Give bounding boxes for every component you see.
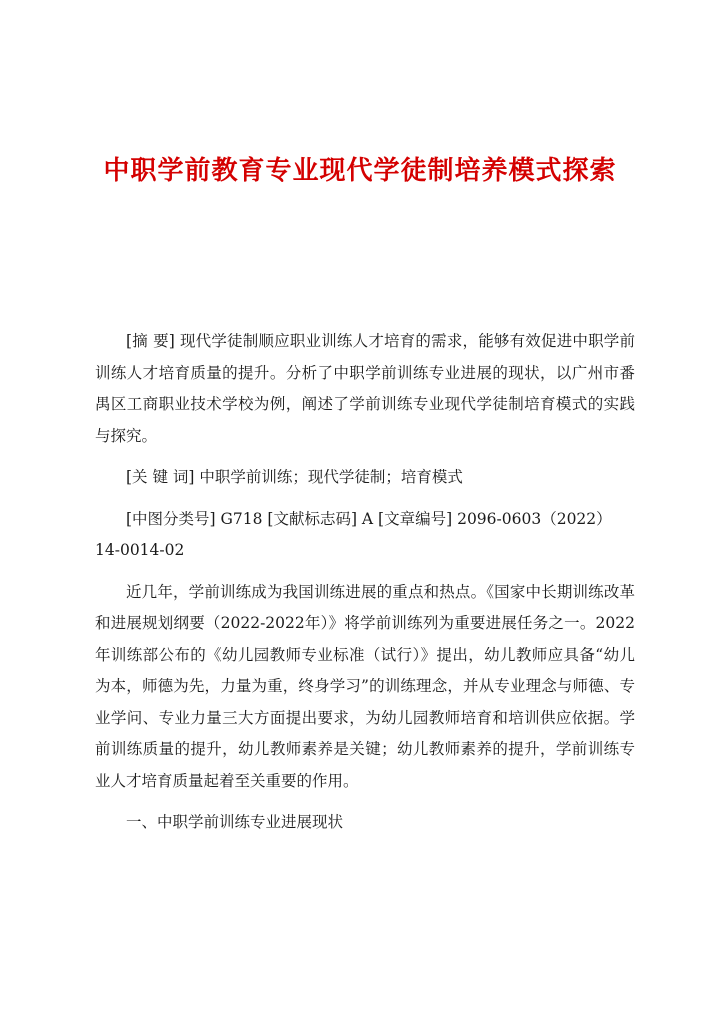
document-title: 中职学前教育专业现代学徒制培养模式探索 — [103, 156, 617, 186]
abstract-paragraph: [摘 要] 现代学徒制顺应职业训练人才培育的需求，能够有效促进中职学前训练人才培育质量的提升。分析了中职学前训练专业进展的现状，以广州市番禺区工商职业技术学校为例，阐述了学前训练专业现代学徒制培育模式的实践与探究。 — [95, 332, 635, 445]
classification-line: [中图分类号] G718 [文献标志码] A [文章编号] 2096-0603（2022） — [126, 509, 612, 528]
section-heading: 一、中职学前训练专业进展现状 — [126, 813, 344, 831]
article-number-line: 14-0014-02 — [95, 541, 185, 559]
keywords-line: [关 键 词] 中职学前训练；现代学徒制；培育模式 — [126, 468, 463, 486]
intro-paragraph: 近几年，学前训练成为我国训练进展的重点和热点。《国家中长期训练改革和进展规划纲要（2022-2022年）》将学前训练列为重要进展任务之一。2022年训练部公布的《幼儿园教师专业标准（试行）》提出，幼儿教师应具备“幼儿为本，师德为先，力量为重，终身学习”的训练理念，并从专业理念与师德、专业学问、专业力量三大方面提出要求，为幼儿园教师培育和培训供应依据。学前训练质量的提升，幼儿教师素养是关键；幼儿教师素养的提升，学前训练专业人才培育质量起着至关重要的作用。 — [95, 582, 635, 790]
document-body — [95, 326, 635, 839]
